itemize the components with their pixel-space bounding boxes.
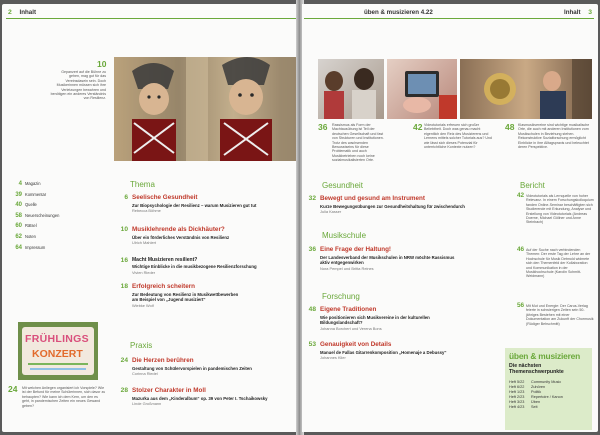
theme-item: Heft 5/22 Community Music xyxy=(509,380,562,384)
musikverein-photo xyxy=(460,59,592,119)
rubric-item[interactable]: 4 Magazin xyxy=(18,181,41,187)
puppets-photo xyxy=(114,57,298,161)
rubric-item[interactable]: 58 Neuerscheinungen xyxy=(15,212,60,219)
report-item[interactable]: 42 Videotutorials als Lernquelle von hoher Relevanz. In einem Forschungskolloquium fanden Online-Seminar beschäftigten sich Studierende mit Erkundung, Analyse und Erstellung von Videotutorials (Andreas Doerne, Michael Göllner und Anne Steinbach) xyxy=(517,192,594,225)
magazine-title: üben & musizieren 4.22 xyxy=(364,9,433,16)
tutorial-photo xyxy=(387,59,457,119)
intro-number: 10 xyxy=(97,59,107,69)
photo-caption: Rassismus als Form der Machtausübung ist Teil der deutschen Gesellschaft und fast von Strukturen und Institutionen. Trotz des wachsenden Bewusstseins für diese Problematik und auch Musikbetrieben noch keine sozialmusikalisierten Orte. xyxy=(332,123,384,163)
rubric-item[interactable]: 64 Impressum xyxy=(15,244,46,251)
theme-item: Heft 6/22 Zuhören xyxy=(509,385,546,389)
header-label: Inhalt xyxy=(564,9,581,16)
tablet-illustration xyxy=(387,59,457,119)
right-page: üben & musizieren 4.22 Inhalt 3 36 Rassismus als Form der Machtausübung ist Teil der deutschen Gesellschaft und fast von Strukturen und Institutionen. Trotz des wachsenden Bewusstseins für diese Problematik und auch Musikbetrieben noch keine sozialmusikalisierten Orte. 42 Videotutorials erfreuen sich großer Beliebtheit. Doch was genau macht eigentlich den Reiz des Musizierens und Lernens mittels solcher Tutorials aus? Und wie lässt sich dieses Potenzial für unterrichtliche Kontexte nutzen? 48 Klasmusikvereine sind wichtige musikalische Orte, die auch mit anderen Institutionen vom Musikschulen in Beziehung stehen. Rekonstruktive Sozialforschung ermöglicht Einblicke in ihre Alltagspraxis und beleuchtet deren Perspektive. Gesundheit 32 Bewegt und gesund am Instrument Kurze Bewegungsübungen zur Gesundheitshaltung für zwischendurch Julia Kasser Musikschule 36 Eine Frage der Haltung! Der Landesverband der Musikschulen in NRW möchte Rassismus aktiv entgegenwirken Nora Pempel und Britta Reines Forschung 48 Eigene Traditionen Wie positionieren sich Musikvereine in der kulturellen Bildungslandschaft? Johanna Borchert und Verena Bons 53 Genauigkeit von Details Manuel de Fallas Gitarrenkomposition „Homenaje a Debussy“ Johannes Klier Bericht 42 Videotutorials als Lernquelle von hoher Relevanz. In einem Forschungskolloquium fanden Online-Seminar beschäftigten sich Studierende mit Erkundung, Analyse und Erstellung von Videotutorials (Andreas Doerne, Michael Göllner und Anne Steinbach) 46 Auf der Suche nach verbindenden Themen: Der erste Tag der Lehre an der Hochschule für Musik Detmold widmete sich den Themenfeld der Kollaboration und Kommunikation in der Musikhochschule (Karolin Schmitt-Weidmann) 56 Mit Mut und Energie: Der Carus-Verlag feierte in schwierigen Zeiten sein 50-jähriges Bestehen mit einer Dokumentation am Zukunft der Chormusik (Rüdiger Behschmitt) xyxy=(302,4,598,432)
sign-line-1: FRÜHLINGS xyxy=(25,333,89,345)
rubric-item[interactable]: 39 Kommentar xyxy=(15,191,47,198)
caption-number: 42 xyxy=(413,122,423,132)
header-rule xyxy=(304,18,594,19)
report-item[interactable]: 56 Mit Mut und Energie: Der Carus-Verlag feierte in schwierigen Zeiten sein 50-jähriges Bestehen mit einer Dokumentation am Zukunft der Chormusik (Rüdiger Behschmitt) xyxy=(517,302,594,326)
intro-caption: Gepanzert auf die Bühne zu gehen, mag gut für das Vereinsdasein sein. Doch Musikerinnen müssen sich ihre Verletzungen bewahren und benötigen ein anderes Verständnis von Resilienz. xyxy=(50,70,106,101)
bottom-caption-number: 24 xyxy=(8,384,18,394)
left-page-header xyxy=(8,9,36,16)
theme-item: Heft 3/23 Üben xyxy=(509,400,541,404)
brass-illustration xyxy=(460,59,592,119)
header-rule xyxy=(6,18,296,19)
spring-concert-sign xyxy=(22,327,94,375)
header-label: Inhalt xyxy=(19,9,37,16)
people-illustration xyxy=(318,59,384,119)
theme-item: Heft 1/23 Politik xyxy=(509,390,542,394)
knight-puppets-illustration xyxy=(114,57,298,161)
magazine-logo: üben & musizieren xyxy=(509,351,581,361)
bottom-caption: Mit welchen Anliegen organisiert ich Vorspiele? Wie ist der Befund für meine Schülerinnen, sich davor zu behaupten? Wie kann ich dem Kern, um den es geht, in pandemischen Zeiten ein neues Gewand geben? xyxy=(22,386,106,408)
right-header xyxy=(564,9,592,16)
theme-item: Heft 4/23 Seit xyxy=(509,405,538,409)
rassismus-photo xyxy=(318,59,384,119)
sign-line-2: KONZERT xyxy=(32,348,83,360)
page-number: 2 xyxy=(8,9,12,16)
section-heading-forschung: Forschung xyxy=(322,292,360,301)
photo-caption: Videotutorials erfreuen sich großer Beliebtheit. Doch was genau macht eigentlich den Reiz des Musizierens und Lernens mittels solcher Tutorials aus? Und wie lässt sich dieses Potenzial für unterrichtliche Kontexte nutzen? xyxy=(424,123,492,150)
section-heading-musikschule: Musikschule xyxy=(322,231,367,240)
rubric-item[interactable]: 40 Quelle xyxy=(15,202,37,209)
spring-concert-photo xyxy=(18,322,98,380)
caption-number: 36 xyxy=(318,122,328,132)
section-heading-gesundheit: Gesundheit xyxy=(322,181,363,190)
next-themes-box xyxy=(505,348,592,430)
page-number: 3 xyxy=(588,9,593,16)
section-heading-praxis: Praxis xyxy=(130,341,153,350)
rubric-list xyxy=(4,181,64,255)
photo-caption: Klasmusikvereine sind wichtige musikalische Orte, die auch mit anderen Institutionen vom Musikschulen in Beziehung stehen. Rekonstruktive Sozialforschung ermöglicht Einblicke in ihre Alltagspraxis und beleuchtet deren Perspektive. xyxy=(518,123,590,150)
section-heading-thema: Thema xyxy=(130,180,155,189)
themes-list xyxy=(509,380,563,410)
caption-number: 48 xyxy=(505,122,515,132)
left-page: 2 Inhalt 10 Gepanzert auf die Bühne zu gehen, mag gut für das Vereinsdasein sein. Doch Musikerinnen müssen sich ihre Verletzungen bewahren und benötigen ein anderes Verständnis von Resilienz. 4 Magazin 39 Kommentar 40 Quelle 58 Neuerscheinungen 60 Rätsel 62 Noten 64 Impressum Thema 6 Seelische Gesundheit Zur Biopsychologie der Resilienz – warum Musizieren gut tut Rebecca Böhme 10 Musiklehrende als Dickhäuter? Über ein förderliches Verständnis von Resilienz Ulrich Mahlert 16 Macht Musizieren resilient? Wichtige Einblicke in die musikbezogene Resilienzforschung Vivien Rieder 18 Erfolgreich scheitern Zur Bedeutung von Resilienz in Musikwettbewerben am Beispiel von „Jugend musiziert“ Wiebke Wolf Praxis 24 Die Herzen berühren Gestaltung von Schülervorspielen in pandemischen Zeiten Corinna Riedel 28 Stolzer Charakter in Moll Mazurka aus dem „Kinderalbum“ op. 39 von Peter I. Tschaikowsky Linde Großmann FRÜHLINGS KONZERT 24 Mit welchen Anliegen organisiert ich Vorspiele? Wie ist der Befund für meine Schülerinnen, sich davor zu behaupten? Wie kann ich dem Kern, um den es geht, in pandemischen Zeiten ein neues Gewand geben? xyxy=(2,4,298,432)
report-item[interactable]: 46 Auf der Suche nach verbindenden Themen: Der erste Tag der Lehre an der Hochschule für Musik Detmold widmete sich den Themenfeld der Kollaboration und Kommunikation in der Musikhochschule (Karolin Schmitt-Weidmann) xyxy=(517,246,591,279)
theme-item: Heft 2/23 Repertoire / Kanon xyxy=(509,395,563,399)
themes-heading: Die nächsten Themenschwerpunkte xyxy=(509,363,564,375)
rubric-item[interactable]: 60 Rätsel xyxy=(15,223,37,230)
section-heading-bericht: Bericht xyxy=(520,181,545,190)
rubric-item[interactable]: 62 Noten xyxy=(15,233,36,240)
